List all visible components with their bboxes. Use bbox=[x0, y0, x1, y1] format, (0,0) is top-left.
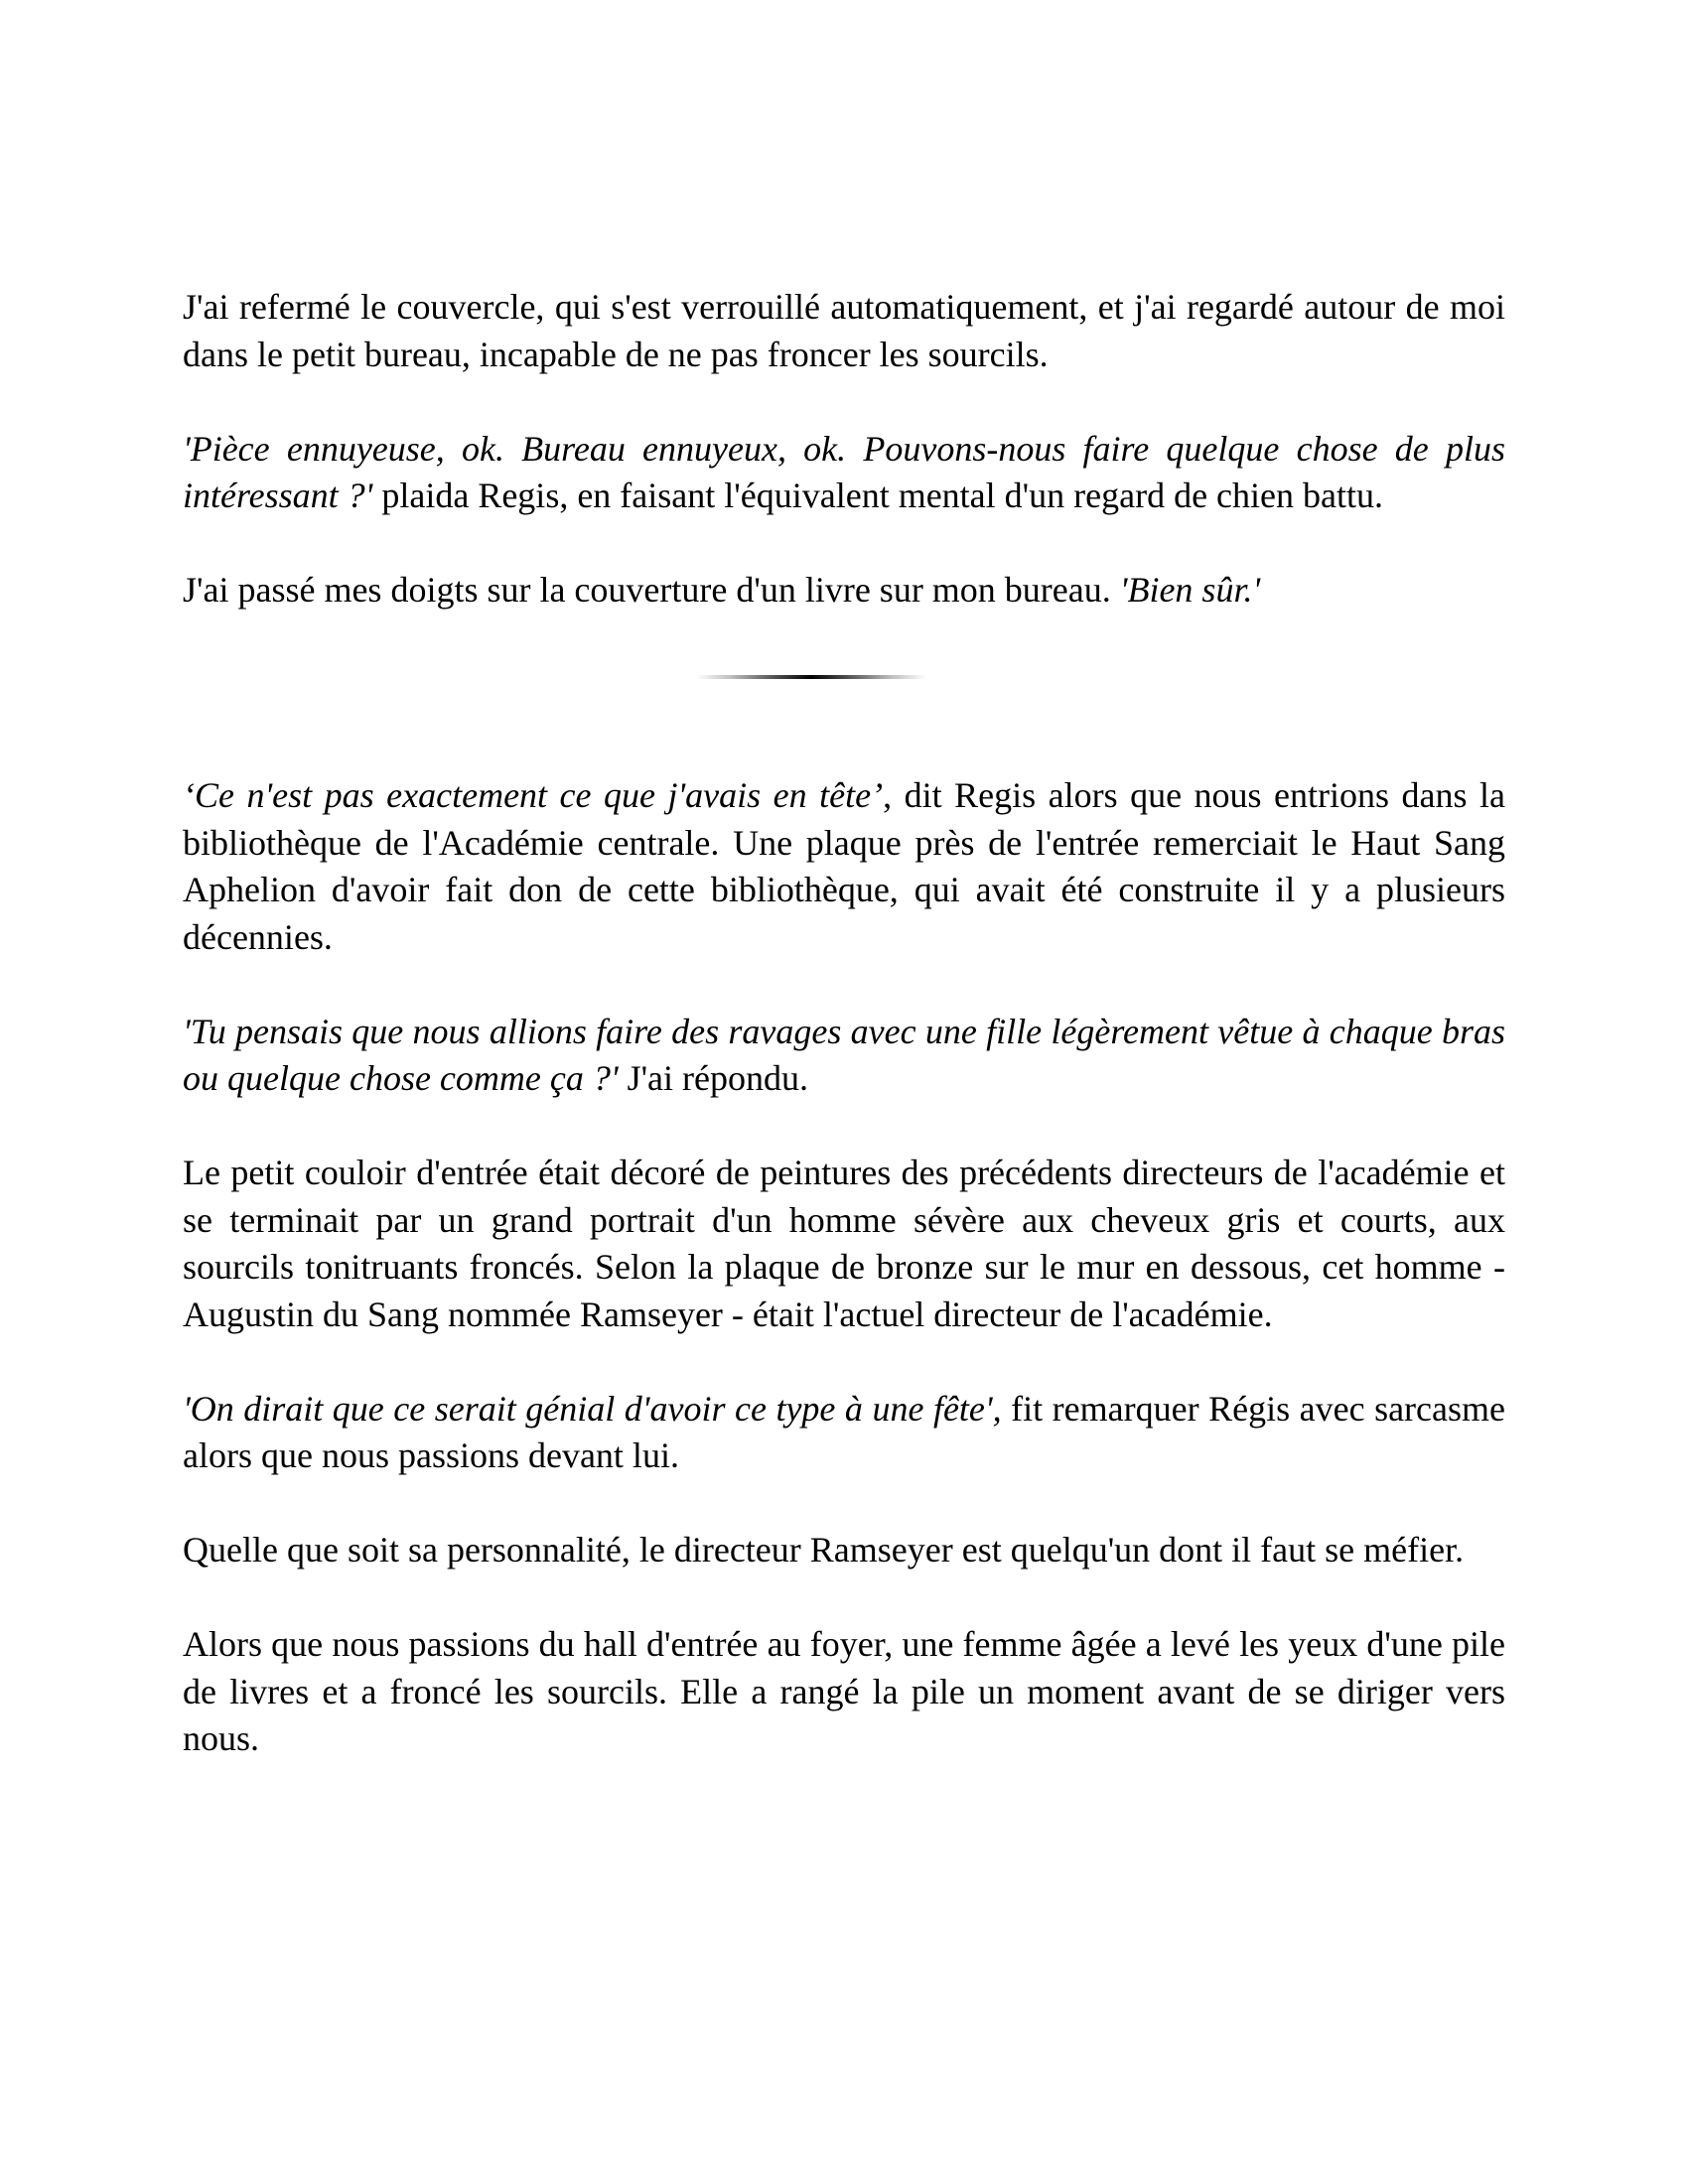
paragraph-8-text: Quelle que soit sa personnalité, le directeur Ramseyer est quelqu'un dont il faut se méfier. bbox=[183, 1530, 1465, 1570]
paragraph-3-dialogue: 'Bien sûr.' bbox=[1119, 570, 1261, 610]
document-page bbox=[183, 284, 1505, 1810]
paragraph-6 bbox=[183, 1150, 1505, 1338]
scene-break bbox=[183, 653, 1505, 772]
paragraph-2-dialogue: 'Pièce ennuyeuse, ok. Bureau ennuyeux, ok. Pouvons-nous faire quelque chose de plus intéressant ?' bbox=[183, 428, 1505, 515]
paragraph-2 bbox=[183, 426, 1505, 520]
paragraph-2-narration: plaida Regis, en faisant l'équivalent mental d'un regard de chien battu. bbox=[372, 476, 1383, 515]
paragraph-4-narration: , dit Regis alors que nous entrions dans la bibliothèque de l'Académie centrale. Une plaque près de l'entrée remerciait le Haut Sang Aphelion d'avoir fait don de cette bibliothèque, qui avait été construite il y a plusieurs décennies. bbox=[183, 775, 1505, 957]
paragraph-5 bbox=[183, 1009, 1505, 1103]
paragraph-6-text: Le petit couloir d'entrée était décoré de peintures des précédents directeurs de l'académie et se terminait par un grand portrait d'un homme sévère aux cheveux gris et courts, aux sourcils tonitruants froncés. Selon la plaque de bronze sur le mur en dessous, cet homme - Augustin du Sang nommée Ramseyer - était l'actuel directeur de l'académie. bbox=[183, 1153, 1505, 1334]
paragraph-5-narration: J'ai répondu. bbox=[618, 1058, 809, 1098]
paragraph-7-narration: fit remarquer Régis avec sarcasme alors que nous passions devant lui. bbox=[183, 1388, 1505, 1475]
paragraph-3-narration: J'ai passé mes doigts sur la couverture d'un livre sur mon bureau. bbox=[183, 570, 1120, 610]
paragraph-4 bbox=[183, 772, 1505, 961]
paragraph-8 bbox=[183, 1527, 1505, 1574]
paragraph-4-dialogue: ‘Ce n'est pas exactement ce que j'avais en tête’ bbox=[183, 775, 884, 815]
paragraph-1 bbox=[183, 284, 1505, 378]
paragraph-9 bbox=[183, 1621, 1505, 1763]
paragraph-9-text: Alors que nous passions du hall d'entrée au foyer, une femme âgée a levé les yeux d'une pile de livres et a froncé les sourcils. Elle a rangé la pile un moment avant de se diriger vers nous. bbox=[183, 1624, 1505, 1758]
paragraph-7 bbox=[183, 1386, 1505, 1480]
paragraph-5-dialogue: 'Tu pensais que nous allions faire des ravages avec une fille légèrement vêtue à chaque bras ou quelque chose comme ça ?' bbox=[183, 1011, 1505, 1098]
paragraph-1-text: J'ai refermé le couvercle, qui s'est verrouillé automatiquement, et j'ai regardé autour de moi dans le petit bureau, incapable de ne pas froncer les sourcils. bbox=[183, 287, 1505, 374]
paragraph-7-dialogue: 'On dirait que ce serait génial d'avoir ce type à une fête', bbox=[183, 1388, 1002, 1429]
paragraph-3 bbox=[183, 567, 1505, 614]
scene-break-divider-line bbox=[696, 675, 926, 679]
